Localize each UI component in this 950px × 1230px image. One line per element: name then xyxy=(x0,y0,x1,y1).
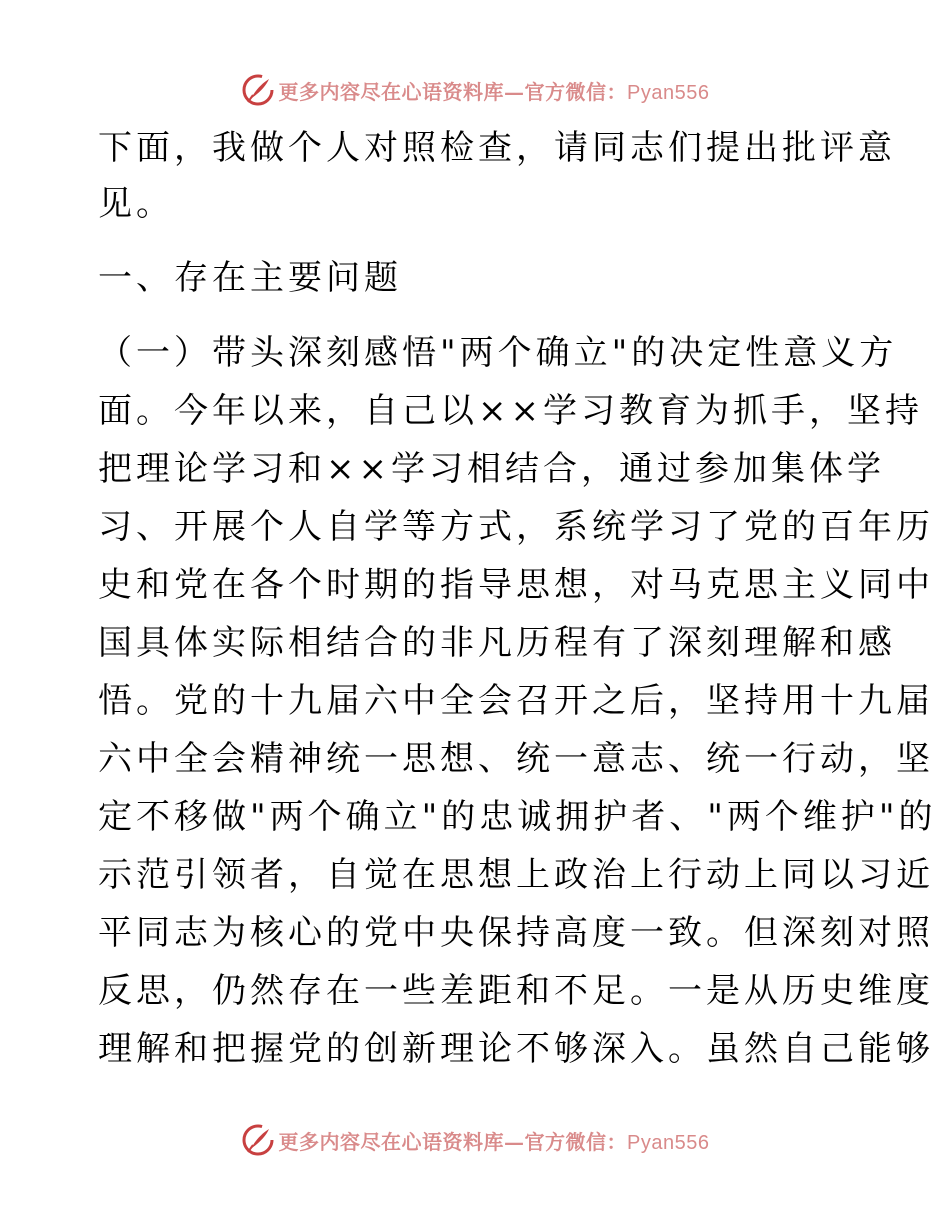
subsection-heading-line: （一）带头深刻感悟"两个确立"的决定性意义方 xyxy=(98,333,898,373)
paragraph-line: 理解和把握党的创新理论不够深入。虽然自己能够 xyxy=(98,1029,934,1069)
paragraph-line: 史和党在各个时期的指导思想，对马克思主义同中 xyxy=(98,565,934,605)
paragraph-line: 国具体实际相结合的非凡历程有了深刻理解和感 xyxy=(98,623,896,663)
paragraph-line: 见。 xyxy=(98,184,174,224)
header-wechat-id: Pyan556 xyxy=(627,81,710,104)
paragraph-line: 六中全会精神统一思想、统一意志、统一行动，坚 xyxy=(98,739,934,779)
paragraph-line: 面。今年以来，自己以××学习教育为抓手，坚持 xyxy=(98,391,923,431)
paragraph-line: 把理论学习和××学习相结合，通过参加集体学 xyxy=(98,449,885,489)
footer-banner xyxy=(0,1122,950,1158)
header-banner-label: 更多内容尽在心语资料库—官方微信： xyxy=(278,79,628,104)
section-heading: 一、存在主要问题 xyxy=(98,258,402,298)
feather-quill-logo-icon xyxy=(241,1123,275,1157)
paragraph-line: 反思，仍然存在一些差距和不足。一是从历史维度 xyxy=(98,971,934,1011)
footer-banner-label: 更多内容尽在心语资料库—官方微信： xyxy=(278,1129,628,1154)
paragraph-line: 悟。党的十九届六中全会召开之后，坚持用十九届 xyxy=(98,681,934,721)
footer-banner-text xyxy=(279,1126,710,1155)
paragraph-line: 示范引领者，自觉在思想上政治上行动上同以习近 xyxy=(98,855,934,895)
paragraph-line: 下面，我做个人对照检查，请同志们提出批评意 xyxy=(98,128,896,168)
paragraph-line: 平同志为核心的党中央保持高度一致。但深刻对照 xyxy=(98,913,934,953)
footer-wechat-id: Pyan556 xyxy=(627,1131,710,1154)
paragraph-line: 习、开展个人自学等方式，系统学习了党的百年历 xyxy=(98,507,934,547)
paragraph-line: 定不移做"两个确立"的忠诚拥护者、"两个维护"的 xyxy=(98,797,937,837)
